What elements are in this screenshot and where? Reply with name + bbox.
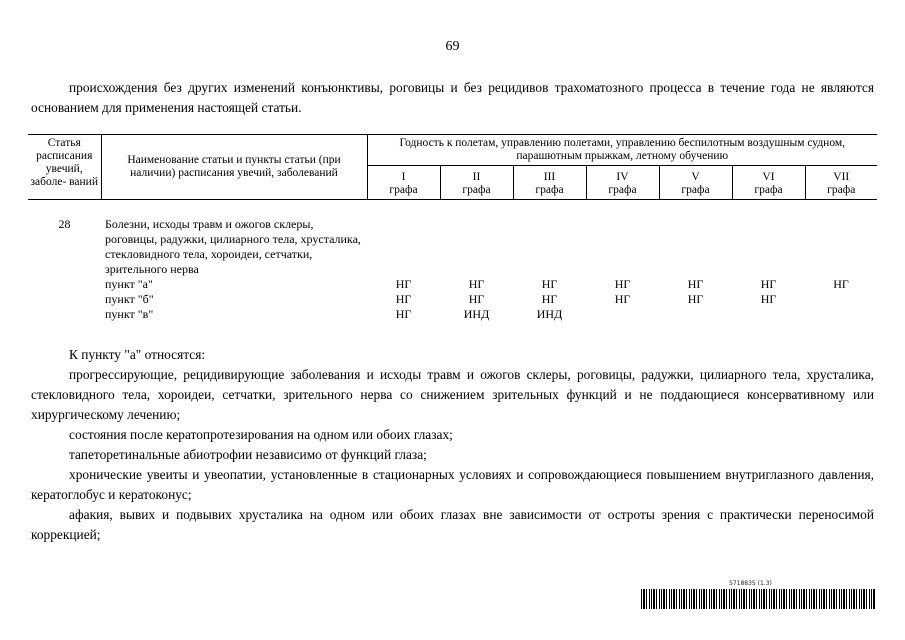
cell-value [805, 292, 877, 307]
cell-value [659, 307, 732, 322]
header-grafa-1: I графа [367, 166, 440, 200]
cell-value: НГ [760, 292, 777, 306]
row-label: пункт "в" [105, 307, 154, 321]
paragraph: состояния после кератопротезирования на одном или обоих глазах; [69, 427, 453, 442]
barcode-label: 5718835 (1.3) [729, 580, 772, 587]
table-row-article [28, 200, 877, 278]
cell-value: НГ [468, 277, 485, 291]
article-title: Болезни, исходы травм и ожогов склеры, роговицы, радужки, цилиарного тела, хрусталика, стекловидного тела, хороидеи, сетчатки, зрительного нерва [105, 217, 361, 276]
cell-value: НГ [468, 292, 485, 306]
paragraph: хронические увеиты и увеопатии, установленные в стационарных условиях и сопровождающиеся повышением внутриглазного давления, кератоглобус и кератоконус; [31, 467, 874, 502]
page-number: 69 [445, 39, 460, 54]
paragraph: прогрессирующие, рецидивирующие заболевания и исходы травм и ожогов склеры, роговицы, радужки, цилиарного тела, хрусталика, стекловидного тела, хороидеи, сетчатки, зрительного нерва со снижением зрительных функций и не поддающиеся консервативному или хирургическому лечению; [31, 367, 874, 422]
row-label: пункт "б" [105, 292, 154, 306]
cell-value: ИНД [463, 307, 490, 321]
cell-value: НГ [833, 277, 849, 291]
header-name: Наименование статьи и пункты статьи (при наличии) расписания увечий, заболеваний [101, 135, 367, 200]
table-row [28, 277, 877, 292]
table-row [28, 307, 877, 322]
cell-value [586, 307, 659, 322]
article-number: 28 [58, 217, 71, 231]
cell-value [805, 307, 877, 322]
cell-value [732, 307, 805, 322]
body-text [31, 345, 874, 545]
barcode [641, 589, 876, 609]
paragraph: К пункту "а" относятся: [69, 347, 206, 362]
header-grafa-3: III графа [513, 166, 586, 200]
cell-value: НГ [395, 277, 412, 291]
cell-value: НГ [687, 277, 704, 291]
row-label: пункт "а" [105, 277, 153, 291]
header-article: Статья расписания увечий, заболе- ваний [28, 135, 101, 200]
fitness-table [28, 134, 877, 322]
cell-value: НГ [395, 307, 412, 321]
cell-value: ИНД [536, 307, 563, 321]
barcode-area [641, 580, 876, 610]
cell-value: НГ [614, 277, 631, 291]
header-grafa-2: II графа [440, 166, 513, 200]
paragraph: афакия, вывих и подвывих хрусталика на одном или обоих глазах вне зависимости от остроты зрения с практически переносимой коррекцией; [31, 507, 874, 542]
header-grafa-4: IV графа [586, 166, 659, 200]
header-grafa-5: V графа [659, 166, 732, 200]
cell-value: НГ [760, 277, 777, 291]
header-fitness: Годность к полетам, управлению полетами, управлению беспилотным воздушным судном, парашютным прыжкам, летному обучению [367, 135, 877, 166]
table-row [28, 292, 877, 307]
cell-value: НГ [687, 292, 704, 306]
paragraph: тапеторетинальные абиотрофии независимо от функций глаза; [69, 447, 427, 462]
intro-paragraph: происхождения без других изменений конъюнктивы, роговицы и без рецидивов трахоматозного процесса в течение года не являются основанием для применения настоящей статьи. [31, 80, 874, 115]
header-grafa-6: VI графа [732, 166, 805, 200]
cell-value: НГ [541, 277, 558, 291]
cell-value: НГ [614, 292, 631, 306]
cell-value: НГ [395, 292, 412, 306]
cell-value: НГ [541, 292, 558, 306]
header-grafa-7: VII графа [805, 166, 877, 200]
